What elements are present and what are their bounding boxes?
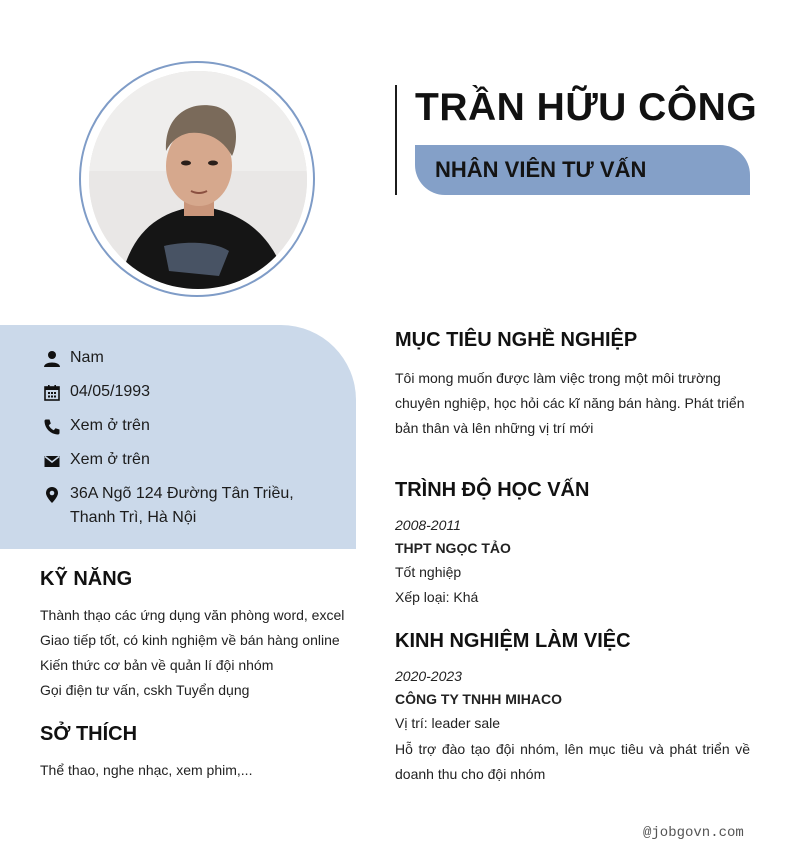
address-line-1: 36A Ngõ 124 Đường Tân Triều, (70, 485, 294, 502)
experience-description: Hỗ trợ đào tạo đội nhóm, lên mục tiêu và phát triển về doanh thu cho đội nhóm (395, 741, 750, 782)
skills-heading: KỸ NĂNG (40, 568, 133, 590)
mail-icon (43, 452, 61, 470)
skill-item: Thành thạo các ứng dụng văn phòng word, excel (40, 607, 345, 623)
education-heading: TRÌNH ĐỘ HỌC VẤN (395, 479, 590, 501)
birthday-value: 04/05/1993 (70, 383, 151, 400)
education-grade: Xếp loại: Khá (395, 589, 479, 605)
contact-birthday (43, 383, 150, 404)
calendar-icon (43, 384, 61, 402)
full-name: TRẦN HỮU CÔNG (415, 86, 758, 129)
job-title-badge (415, 145, 750, 195)
person-icon (43, 350, 61, 368)
education-result: Tốt nghiệp (395, 564, 462, 580)
name-divider (395, 85, 397, 195)
experience-heading: KINH NGHIỆM LÀM VIỆC (395, 630, 631, 652)
avatar (89, 71, 307, 289)
skill-item: Gọi điện tư vấn, cskh Tuyển dụng (40, 682, 250, 698)
hobbies-text: Thể thao, nghe nhạc, xem phim,... (40, 762, 253, 778)
address-line-2: Thanh Trì, Hà Nội (70, 509, 197, 526)
job-title: NHÂN VIÊN TƯ VẤN (435, 157, 647, 182)
phone-value: Xem ở trên (70, 417, 150, 434)
education-period: 2008-2011 (395, 517, 461, 533)
skill-item: Giao tiếp tốt, có kinh nghiệm về bán hàng online (40, 632, 340, 648)
watermark: @jobgovn.com (643, 825, 744, 841)
experience-period: 2020-2023 (395, 668, 462, 684)
avatar-image (89, 71, 307, 289)
objective-heading: MỤC TIÊU NGHỀ NGHIỆP (395, 329, 638, 351)
skill-item: Kiến thức cơ bản về quản lí đội nhóm (40, 657, 274, 673)
gender-value: Nam (70, 349, 104, 366)
education-school: THPT NGỌC TẢO (395, 540, 511, 556)
contact-address (43, 485, 294, 530)
phone-icon (43, 418, 61, 436)
contact-phone (43, 417, 150, 438)
contact-email (43, 451, 150, 472)
experience-position: Vị trí: leader sale (395, 715, 501, 731)
address-value (70, 482, 294, 530)
hobbies-heading: SỞ THÍCH (40, 723, 138, 745)
email-value: Xem ở trên (70, 451, 150, 468)
objective-text: Tôi mong muốn được làm việc trong một môi trường chuyên nghiệp, học hỏi các kĩ năng bán hàng. Phát triển bản thân và lên những vị trí mới (395, 370, 745, 436)
location-pin-icon (43, 486, 61, 504)
contact-gender (43, 349, 104, 370)
experience-company: CÔNG TY TNHH MIHACO (395, 691, 562, 707)
